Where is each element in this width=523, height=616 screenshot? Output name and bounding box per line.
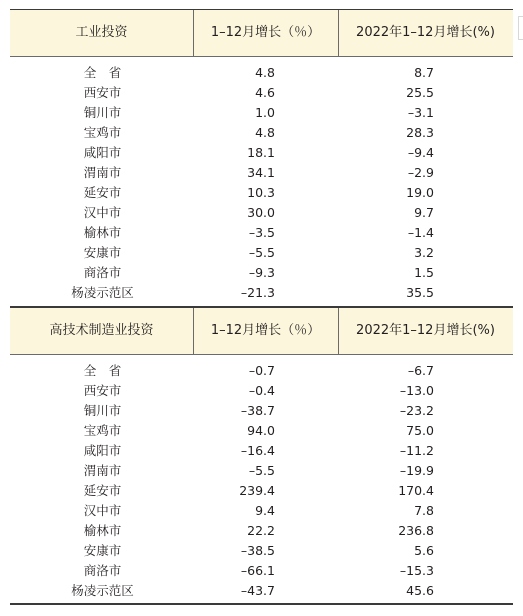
region-cell: 榆林市 [83, 523, 122, 538]
region-cell: 铜川市 [83, 403, 122, 418]
growth-2022-cell: –19.9 [399, 463, 434, 478]
growth-cell: 4.8 [255, 125, 275, 140]
region-cell: 汉中市 [83, 503, 122, 518]
region-cell: 延安市 [83, 483, 122, 498]
growth-cell: –21.3 [240, 285, 275, 300]
growth-2022-cell: 28.3 [406, 125, 434, 140]
region-cell: 安康市 [83, 245, 122, 260]
growth-cell: 10.3 [247, 185, 275, 200]
table-row [10, 381, 513, 401]
growth-2022-cell: –1.4 [407, 225, 434, 240]
table-row [10, 401, 513, 421]
table2-bottom-rule [10, 603, 513, 605]
table2-header-region: 高技术制造业投资 [49, 323, 154, 338]
growth-cell: –0.4 [248, 383, 275, 398]
region-cell: 商洛市 [83, 563, 122, 578]
region-cell: 宝鸡市 [83, 423, 122, 438]
growth-cell: –3.5 [248, 225, 275, 240]
growth-cell: –43.7 [240, 583, 275, 598]
growth-2022-cell: 1.5 [414, 265, 434, 280]
table-row [10, 243, 513, 263]
region-cell: 西安市 [83, 85, 122, 100]
growth-cell: –9.3 [248, 265, 275, 280]
growth-cell: –16.4 [240, 443, 275, 458]
region-cell: 榆林市 [83, 225, 122, 240]
table-row [10, 203, 513, 223]
growth-2022-cell: –2.9 [407, 165, 434, 180]
growth-2022-cell: 45.6 [406, 583, 434, 598]
growth-cell: 4.6 [255, 85, 275, 100]
growth-2022-cell: 35.5 [406, 285, 434, 300]
region-cell: 延安市 [83, 185, 122, 200]
table-row [10, 163, 513, 183]
growth-cell: 4.8 [255, 65, 275, 80]
growth-2022-cell: 19.0 [406, 185, 434, 200]
table-row [10, 103, 513, 123]
table-row [10, 421, 513, 441]
growth-cell: –0.7 [248, 363, 275, 378]
growth-cell: 94.0 [247, 423, 275, 438]
growth-2022-cell: 7.8 [414, 503, 434, 518]
table-row [10, 143, 513, 163]
growth-cell: 239.4 [239, 483, 275, 498]
region-cell: 全 省 [83, 65, 122, 80]
growth-2022-cell: 5.6 [414, 543, 434, 558]
growth-cell: 1.0 [255, 105, 275, 120]
growth-cell: 18.1 [247, 145, 275, 160]
table2-header-growth: 1–12月增长（％） [210, 323, 321, 338]
growth-2022-cell: –11.2 [399, 443, 434, 458]
table-row [10, 83, 513, 103]
table2-header-growth-2022: 2022年1–12月增长(%) [356, 323, 495, 338]
growth-2022-cell: 3.2 [414, 245, 434, 260]
growth-cell: 34.1 [247, 165, 275, 180]
growth-2022-cell: 25.5 [406, 85, 434, 100]
region-cell: 咸阳市 [83, 443, 122, 458]
growth-2022-cell: –9.4 [407, 145, 434, 160]
table-row [10, 441, 513, 461]
growth-cell: 22.2 [247, 523, 275, 538]
table1-header-growth: 1–12月增长（％） [210, 25, 321, 40]
growth-2022-cell: –6.7 [407, 363, 434, 378]
region-cell: 全 省 [83, 363, 122, 378]
growth-2022-cell: –3.1 [407, 105, 434, 120]
growth-2022-cell: 9.7 [414, 205, 434, 220]
growth-cell: 30.0 [247, 205, 275, 220]
region-cell: 安康市 [83, 543, 122, 558]
table1-header-rule [10, 56, 513, 57]
table2-header-rule [10, 354, 513, 355]
region-cell: 西安市 [83, 383, 122, 398]
growth-cell: –38.7 [240, 403, 275, 418]
table-row [10, 501, 513, 521]
region-cell: 商洛市 [83, 265, 122, 280]
region-cell: 杨凌示范区 [71, 583, 134, 598]
growth-cell: –5.5 [248, 245, 275, 260]
table-row [10, 263, 513, 283]
region-cell: 铜川市 [83, 105, 122, 120]
growth-2022-cell: 170.4 [398, 483, 434, 498]
region-cell: 汉中市 [83, 205, 122, 220]
table-row [10, 183, 513, 203]
growth-cell: –66.1 [240, 563, 275, 578]
growth-2022-cell: –15.3 [399, 563, 434, 578]
table-row [10, 223, 513, 243]
growth-cell: 9.4 [255, 503, 275, 518]
growth-2022-cell: 75.0 [406, 423, 434, 438]
table1-header-growth-2022: 2022年1–12月增长(%) [356, 25, 495, 40]
growth-2022-cell: 8.7 [414, 65, 434, 80]
table-row [10, 461, 513, 481]
table-row [10, 481, 513, 501]
table-row [10, 521, 513, 541]
growth-2022-cell: –13.0 [399, 383, 434, 398]
investment-tables [10, 0, 513, 616]
region-cell: 宝鸡市 [83, 125, 122, 140]
scroll-edge[interactable] [518, 16, 523, 40]
region-cell: 渭南市 [83, 165, 122, 180]
table-row [10, 361, 513, 381]
table-row [10, 283, 513, 303]
growth-2022-cell: –23.2 [399, 403, 434, 418]
growth-cell: –38.5 [240, 543, 275, 558]
region-cell: 渭南市 [83, 463, 122, 478]
region-cell: 咸阳市 [83, 145, 122, 160]
table-row [10, 123, 513, 143]
table-row [10, 561, 513, 581]
growth-2022-cell: 236.8 [398, 523, 434, 538]
table-row [10, 581, 513, 601]
table-row [10, 541, 513, 561]
growth-cell: –5.5 [248, 463, 275, 478]
table-row [10, 63, 513, 83]
table1-header-region: 工业投资 [75, 25, 128, 40]
region-cell: 杨凌示范区 [71, 285, 134, 300]
